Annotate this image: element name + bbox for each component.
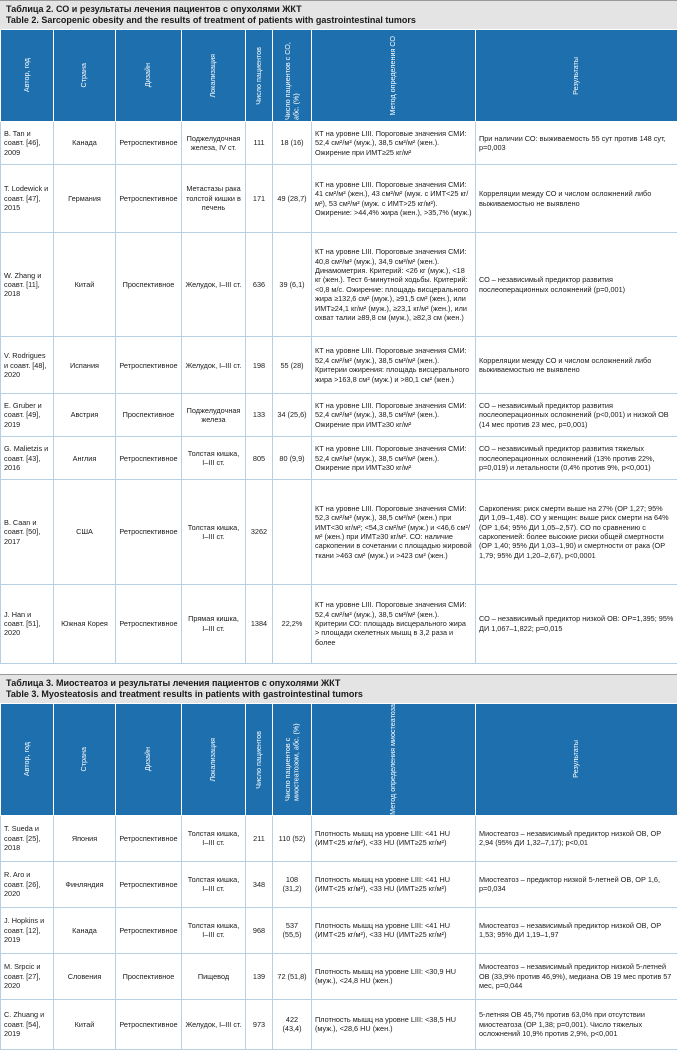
cell-country: Австрия [54, 394, 116, 437]
table-row [1, 122, 677, 165]
table3-header-cell: Дизайн [116, 704, 182, 816]
cell-localization: Толстая кишка, I–III ст. [182, 480, 246, 584]
cell-patients: 348 [246, 861, 273, 907]
cell-patients-myo: 72 (51,8) [273, 953, 312, 999]
cell-author: T. Sueda и соавт. [25], 2018 [1, 815, 54, 861]
table3-header-cell: Локализация [182, 704, 246, 816]
cell-design: Ретроспективное [116, 122, 182, 165]
cell-method: КТ на уровне LIII. Пороговые значения СМИ: 52,4 см²/м² (муж.), 38,5 см²/м² (жен.). Критерии ожирения: площадь висцерального жира >163,8 см² (муж.) и >80,1 см² (жен.) [312, 337, 476, 394]
table2-header-cell: Результаты [476, 30, 677, 122]
cell-patients-myo: 422 (43,4) [273, 999, 312, 1049]
cell-country: Канада [54, 907, 116, 953]
cell-method: КТ на уровне LIII. Пороговые значения СМИ: 52,4 см²/м² (муж.), 38,5 см²/м² (жен.). Ожирение при ИМТ≥25 кг/м² [312, 122, 476, 165]
cell-result: Миостеатоз – предиктор низкой 5-летней ОВ, ОР 1,6, p=0,034 [476, 861, 677, 907]
cell-method: КТ на уровне LIII. Пороговые значения СМИ: 52,4 см²/м² (муж.), 38,5 см²/м² (жен.). Критерии СО: площадь висцерального жира > площади скелетных мышц в 3,2 раза и более [312, 584, 476, 663]
cell-country: Китай [54, 233, 116, 337]
cell-result: СО – независимый предиктор развития послеоперационных осложнений (p=0,001) [476, 233, 677, 337]
cell-localization: Желудок, I–III ст. [182, 999, 246, 1049]
cell-design: Ретроспективное [116, 480, 182, 584]
cell-country: Англия [54, 437, 116, 480]
cell-localization: Толстая кишка, I–III ст. [182, 907, 246, 953]
cell-design: Проспективное [116, 953, 182, 999]
cell-country: Китай [54, 999, 116, 1049]
cell-localization: Толстая кишка, I–III ст. [182, 815, 246, 861]
cell-patients: 968 [246, 907, 273, 953]
table2-header-cell: Метод определения СО [312, 30, 476, 122]
cell-author: G. Malietzis и соавт. [43], 2016 [1, 437, 54, 480]
cell-method: КТ на уровне LIII. Пороговые значения СМИ: 52,4 см²/м² (муж.), 38,5 см²/м² (жен.). Ожирение при ИМТ≥30 кг/м² [312, 437, 476, 480]
cell-design: Ретроспективное [116, 584, 182, 663]
cell-patients: 805 [246, 437, 273, 480]
cell-patients-myo: 108 (31,2) [273, 861, 312, 907]
cell-author: T. Lodewick и соавт. [47], 2015 [1, 165, 54, 233]
cell-author: C. Zhuang и соавт. [54], 2019 [1, 999, 54, 1049]
table2-header-row [1, 30, 677, 122]
table3-header-cell: Страна [54, 704, 116, 816]
cell-design: Ретроспективное [116, 165, 182, 233]
cell-method: Плотность мышц на уровне LIII: <38,5 HU (муж.), <28,6 HU (жен.) [312, 999, 476, 1049]
cell-localization: Пищевод [182, 953, 246, 999]
table2-header-cell: Автор, год [1, 30, 54, 122]
cell-localization: Толстая кишка, I–III ст. [182, 437, 246, 480]
table2-header-cell: Число пациентов [246, 30, 273, 122]
cell-localization: Желудок, I–III ст. [182, 337, 246, 394]
table3-header-cell: Автор, год [1, 704, 54, 816]
cell-localization: Поджелудочная железа [182, 394, 246, 437]
cell-design: Ретроспективное [116, 999, 182, 1049]
cell-result: Миостеатоз – независимый предиктор низкой 5-летней ОВ (33,9% против 46,9%), медиана ОВ 19 мес против 57 мес, p=0,044 [476, 953, 677, 999]
table3-header-cell: Метод определения миостеатоза [312, 704, 476, 816]
cell-patients-so [273, 480, 312, 584]
cell-patients: 133 [246, 394, 273, 437]
table-row [1, 165, 677, 233]
table3-caption-en: Table 3. Myosteatosis and treatment results in patients with gastrointestinal tumors [6, 689, 671, 700]
table2-header-cell: Страна [54, 30, 116, 122]
cell-patients: 636 [246, 233, 273, 337]
table2-caption [0, 0, 677, 29]
cell-patients-so: 39 (6,1) [273, 233, 312, 337]
cell-method: Плотность мышц на уровне LIII: <41 HU (ИМТ<25 кг/м²), <33 HU (ИМТ≥25 кг/м²) [312, 861, 476, 907]
cell-author: B. Tan и соавт. [46], 2009 [1, 122, 54, 165]
cell-design: Ретроспективное [116, 861, 182, 907]
cell-author: W. Zhang и соавт. [11], 2018 [1, 233, 54, 337]
table-row [1, 480, 677, 584]
cell-method: КТ на уровне LIII. Пороговые значения СМИ: 41 см²/м² (жен.), 43 см²/м² (муж. с ИМТ<25 кг/м²), 53 см²/м² (муж. с ИМТ>25 кг/м²). Ожирение: >44,4% жира (жен.), >35,7% (муж.) [312, 165, 476, 233]
table-row [1, 437, 677, 480]
cell-author: J. Han и соавт. [51], 2020 [1, 584, 54, 663]
cell-patients-myo: 110 (52) [273, 815, 312, 861]
cell-patients-so: 80 (9,9) [273, 437, 312, 480]
cell-patients: 1384 [246, 584, 273, 663]
cell-design: Ретроспективное [116, 815, 182, 861]
cell-patients-so: 18 (16) [273, 122, 312, 165]
cell-country: Германия [54, 165, 116, 233]
cell-patients: 139 [246, 953, 273, 999]
cell-country: Испания [54, 337, 116, 394]
cell-method: Плотность мышц на уровне LIII: <30,9 HU (муж.), <24,8 HU (жен.) [312, 953, 476, 999]
cell-patients: 171 [246, 165, 273, 233]
cell-patients: 3262 [246, 480, 273, 584]
cell-patients: 198 [246, 337, 273, 394]
cell-design: Проспективное [116, 394, 182, 437]
cell-design: Ретроспективное [116, 437, 182, 480]
cell-result: СО – независимый предиктор развития послеоперационных осложнений (p<0,001) и низкой ОВ (14 мес против 23 мес, p=0,001) [476, 394, 677, 437]
cell-result: Корреляции между СО и числом осложнений либо выживаемостью не выявлено [476, 337, 677, 394]
cell-patients-so: 34 (25,6) [273, 394, 312, 437]
cell-author: M. Srpcic и соавт. [27], 2020 [1, 953, 54, 999]
table-row [1, 953, 677, 999]
table-row [1, 337, 677, 394]
cell-country: Южная Корея [54, 584, 116, 663]
table3-caption-ru: Таблица 3. Миостеатоз и результаты лечения пациентов с опухолями ЖКТ [6, 678, 671, 689]
cell-localization: Метастазы рака толстой кишки в печень [182, 165, 246, 233]
table3-header-cell: Число пациентов с миостеатозом, абс. (%) [273, 704, 312, 816]
table2-caption-ru: Таблица 2. СО и результаты лечения пациентов с опухолями ЖКТ [6, 4, 671, 15]
cell-method: КТ на уровне LIII. Пороговые значения СМИ: 52,3 см²/м² (муж.), 38,5 см²/м² (жен.) при ИМТ<30 кг/м²; <54,3 см²/м² (муж.) и <46,6 см²/м² (жен.) при ИМТ≥30 кг/м². СО: наличие саркопении в сочетании с площадью жировой ткани >463 см² (муж.) и >423 см² (жен.) [312, 480, 476, 584]
cell-method: Плотность мышц на уровне LIII: <41 HU (ИМТ<25 кг/м²), <33 HU (ИМТ≥25 кг/м²) [312, 815, 476, 861]
cell-method: КТ на уровне LIII. Пороговые значения СМИ: 52,4 см²/м² (муж.), 38,5 см²/м² (жен.). Ожирение при ИМТ≥30 кг/м² [312, 394, 476, 437]
cell-country: США [54, 480, 116, 584]
table-row [1, 394, 677, 437]
cell-patients: 111 [246, 122, 273, 165]
table3-caption [0, 674, 677, 703]
table-row [1, 907, 677, 953]
cell-design: Проспективное [116, 233, 182, 337]
cell-author: J. Hopkins и соавт. [12], 2019 [1, 907, 54, 953]
table3-header-row [1, 704, 677, 816]
table3-header-cell: Число пациентов [246, 704, 273, 816]
cell-result: СО – независимый предиктор развития тяжелых послеоперационных осложнений (13% против 22%, p=0,019) и летальности (0,4% против 9%, p<0,001) [476, 437, 677, 480]
table2 [0, 29, 677, 664]
table-row [1, 815, 677, 861]
cell-localization: Поджелудочная железа, IV ст. [182, 122, 246, 165]
cell-patients-so: 22,2% [273, 584, 312, 663]
cell-author: V. Rodrigues и соавт. [48], 2020 [1, 337, 54, 394]
table2-header-cell: Дизайн [116, 30, 182, 122]
cell-localization: Толстая кишка, I–III ст. [182, 861, 246, 907]
cell-country: Канада [54, 122, 116, 165]
table-row [1, 584, 677, 663]
cell-result: При наличии СО: выживаемость 55 сут против 148 сут, p=0,003 [476, 122, 677, 165]
cell-country: Япония [54, 815, 116, 861]
cell-author: B. Caan и соавт. [50], 2017 [1, 480, 54, 584]
cell-result: Миостеатоз – независимый предиктор низкой ОВ, ОР 2,94 (95% ДИ 1,32–7,17); p<0,01 [476, 815, 677, 861]
table-row [1, 233, 677, 337]
cell-result: Миостеатоз – независимый предиктор низкой ОВ, ОР 1,53; 95% ДИ 1,19–1,97 [476, 907, 677, 953]
cell-country: Словения [54, 953, 116, 999]
cell-result: Саркопения: риск смерти выше на 27% (ОР 1,27; 95% ДИ 1,09–1,48). СО у женщин: выше риск смерти на 64% (ОР 1,64; 95% ДИ 1,05–2,57). СО по сравнению с саркопенией: более высокие риски общей смертности (ОР 1,40; 95% ДИ 1,03–1,90) и смертности от рака (ОР 1,79; 95% ДИ 1,20–2,67), p<0,0001 [476, 480, 677, 584]
table2-header-cell: Локализация [182, 30, 246, 122]
table2-header-cell: Число пациентов с СО, абс. (%) [273, 30, 312, 122]
cell-design: Ретроспективное [116, 907, 182, 953]
cell-patients-so: 49 (28,7) [273, 165, 312, 233]
cell-localization: Прямая кишка, I–III ст. [182, 584, 246, 663]
cell-country: Финляндия [54, 861, 116, 907]
cell-method: КТ на уровне LIII. Пороговые значения СМИ: 40,8 см²/м² (муж.), 34,9 см²/м² (жен.). Динамометрия. Критерий: <26 кг (муж.), <18 кг (жен.). Тест 6-минутной ходьбы. Критерий: <0,8 м/с. Ожирение: площадь висцерального жира ≥132,6 см² (муж.), ≥91,5 см² (жен.), или ИМТ≥24,1 кг/м² (муж.), ≥23,1 кг/м² (жен.), или охват талии ≥89,8 см (муж.), ≥82,3 см (жен.) [312, 233, 476, 337]
cell-author: R. Aro и соавт. [26], 2020 [1, 861, 54, 907]
cell-patients: 973 [246, 999, 273, 1049]
cell-method: Плотность мышц на уровне LIII: <41 HU (ИМТ<25 кг/м²), <33 HU (ИМТ≥25 кг/м²) [312, 907, 476, 953]
cell-patients: 211 [246, 815, 273, 861]
cell-design: Ретроспективное [116, 337, 182, 394]
table3 [0, 703, 677, 1050]
cell-result: СО – независимый предиктор низкой ОВ: ОР=1,395; 95% ДИ 1,067–1,822; p=0,015 [476, 584, 677, 663]
table2-caption-en: Table 2. Sarcopenic obesity and the results of treatment of patients with gastrointestinal tumors [6, 15, 671, 26]
cell-author: E. Gruber и соавт. [49], 2019 [1, 394, 54, 437]
table-row [1, 861, 677, 907]
table-row [1, 999, 677, 1049]
cell-patients-so: 55 (28) [273, 337, 312, 394]
table3-header-cell: Результаты [476, 704, 677, 816]
cell-localization: Желудок, I–III ст. [182, 233, 246, 337]
cell-result: Корреляции между СО и числом осложнений либо выживаемостью не выявлено [476, 165, 677, 233]
cell-result: 5-летняя ОВ 45,7% против 63,0% при отсутствии миостеатоза (ОР 1,38; p=0,001). Число тяжелых осложнений 10,9% против 2,9%, p<0,001 [476, 999, 677, 1049]
cell-patients-myo: 537 (55,5) [273, 907, 312, 953]
